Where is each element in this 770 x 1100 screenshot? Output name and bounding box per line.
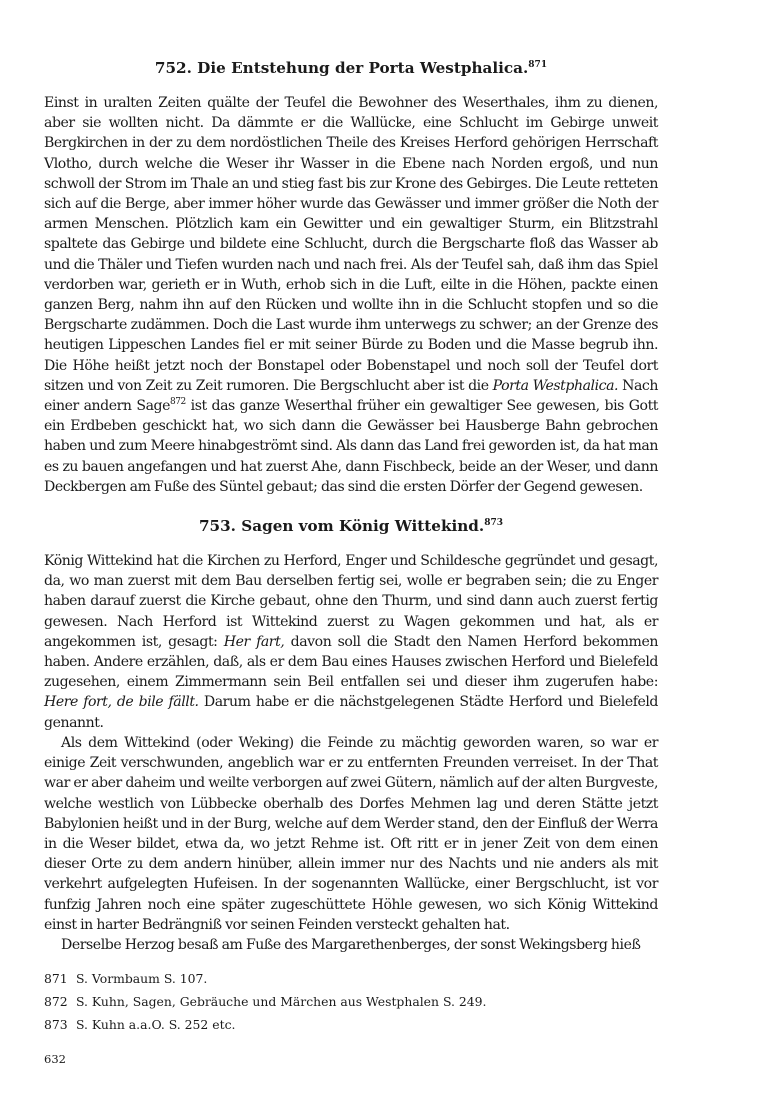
section-752-paragraph: Einst in uralten Zeiten quälte der Teufel die Bewohner des Weserthales, ihm zu dienen, aber sie wollten nicht. Da dämmte er die Wallücke, eine Schlucht im Gebirge unweit Bergkirchen in der zu dem nordöstlichen Theile des Kreises Herford gehörigen Herrschaft Vlotho, durch welche die Weser ihr Wasser in die Ebene nach Norden ergoß, und nun schwoll der Strom im Thale an und stieg fast bis zur Krone des Gebirges. Die Leute retteten sich auf die Berge, aber immer höher wurde das Gewässer und immer größer die Noth der armen Menschen. Plötzlich kam ein Gewitter und ein gewaltiger Sturm, ein Blitzstrahl spaltete das Gebirge und bildete eine Schlucht, durch die Bergscharte floß das Wasser ab und die Thäler und Tiefen wurden nach und nach frei. Als der Teufel sah, daß ihm das Spiel verdorben war, gerieth er in Wuth, erhob sich in die Luft, eilte in die Höhen, packte einen ganzen Berg, nahm ihn auf den Rücken und wollte ihn in die Schlucht stopfen und so die Bergscharte zudämmen. Doch die Last wurde ihm unterwegs zu schwer; an der Grenze des heutigen Lippeschen Landes fiel er mit seiner Bürde zu Boden und die Masse begrub ihn. Die Höhe heißt jetzt noch der Bonstapel oder Bobenstapel und noch soll der Teufel dort sitzen und von Zeit zu Zeit rumoren. Die Bergschlucht aber ist die Porta Westphalica. Nach einer andern Sage$^{872}$ ist das ganze Weserthal früher ein gewaltiger See gewesen, bis Gott ein Erdbeben geschickt hat, wo sich dann die Gewässer bei Hausberge Bahn gebrochen haben und zum Meere hinabgeströmt sind. Als dann das Land frei geworden ist, da hat man es zu bauen angefangen und hat zuerst Ahe, dann Fischbeck, beide an der Weser, und dann Deckbergen am Fuße des Süntel gebaut; das sind die ersten Dörfer der Gegend gewesen. xyxy=(44,95,658,495)
footnote-ref-872: 872 xyxy=(169,397,186,408)
page-number: 632 xyxy=(44,1052,66,1066)
section-752-title: 752. Die Entstehung der Porta Westphalica.$^{871}$ xyxy=(154,59,548,77)
section-753-title: 753. Sagen vom König Wittekind.$^{873}$ xyxy=(198,517,503,536)
footnote-ref-873: 873 xyxy=(484,518,503,529)
footnote-872: 872 S. Kuhn, Sagen, Gebräuche und Märchen aus Westphalen S. 249. xyxy=(44,994,487,1009)
section-753-paragraph-1: König Wittekind hat die Kirchen zu Herford, Enger und Schildesche gegründet und gesagt, da, wo man zuerst mit dem Bau derselben fertig sei, wolle er begraben sein; die zu Enger haben darauf zuerst die Kirche gebaut, ohne den Thurm, und sind dann auch zuerst fertig gewesen. Nach Herford ist Wittekind zuerst zu Wagen gekommen und hat, als er angekommen ist, gesagt: Her fart, davon soll die Stadt den Namen Herford bekommen haben. Andere erzählen, daß, als er dem Bau eines Hauses zwischen Herford und Bielefeld zugesehen, einem Zimmermann sein Beil entfallen sei und dieser ihm zugerufen habe: Here fort, de bile fällt. Darum habe er die nächstgelegenen Städte Herford und Bielefeld genannt. xyxy=(44,553,658,731)
footnote-871: 871 S. Vormbaum S. 107. xyxy=(44,971,208,986)
section-753-paragraph-2: Als dem Wittekind (oder Weking) die Feinde zu mächtig geworden waren, so war er einige Zeit verschwunden, angeblich war er zu entfernten Freunden verreiset. In der That war er aber daheim und weilte verborgen auf zwei Gütern, nämlich auf der alten Burgveste, welche westlich von Lübbecke oberhalb des Dorfes Mehmen lag und deren Stätte jetzt Babylonien heißt und in der Burg, welche auf dem Werder stand, den der Einfluß der Werra in die Weser bildet, etwa da, wo jetzt Rehme ist. Oft ritt er in jener Zeit von dem einen dieser Orte zu dem andern hinüber, allein immer nur des Nachts und nie anders als mit verkehrt aufgelegten Hufeisen. In der sogenannten Wallücke, einer Bergschlucht, ist vor funfzig Jahren noch eine später zugeschüttete Höhle gewesen, wo sich König Wittekind einst in harter Bedrängniß vor seinen Feinden versteckt gehalten hat. xyxy=(44,734,658,933)
footnote-873: 873 S. Kuhn a.a.O. S. 252 etc. xyxy=(44,1017,236,1032)
page-body xyxy=(44,48,658,955)
footnotes xyxy=(44,967,664,1036)
section-753-paragraph-3: Derselbe Herzog besaß am Fuße des Margarethenberges, der sonst Wekingsberg hieß xyxy=(61,936,641,953)
footnote-ref-871: 871 xyxy=(528,60,548,70)
